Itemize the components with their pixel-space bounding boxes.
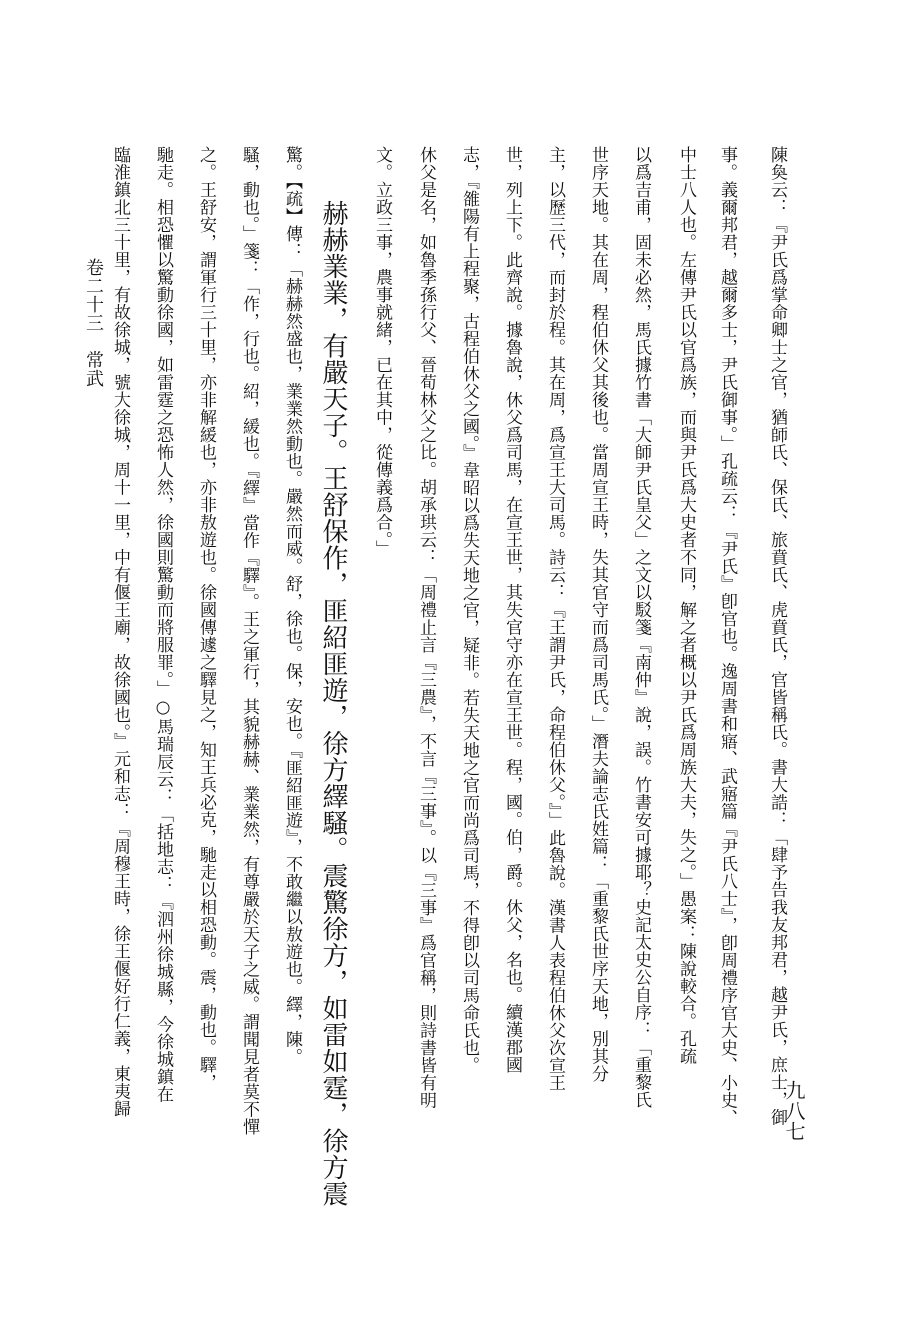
text-column: 馳走。相恐懼以驚動徐國，如雷霆之恐怖人然，徐國則驚動而將服罪。」○馬瑞辰云：「括地志：『泗州徐城縣，今徐城鎮在 [153, 146, 173, 1103]
text-column: 之。王舒安，謂軍行三十里，亦非解緩也，亦非敖遊也。徐國傳遽之驛見之，知王兵必克，馳走以相恐動。震，動也。驛， [196, 146, 216, 1091]
text-column: 事。義爾邦君，越爾多士，尹氏御事。」孔疏云：『尹氏』卽官也。逸周書和寤、武寤篇『尹氏八士』，卽周禮序官大史、小史、 [717, 146, 737, 1127]
text-column: 以爲吉甫，固未必然，馬氏據竹書「大師尹氏皇父」之文以駁箋『南仲』說，誤。竹書安可據耶？史記太史公自序：「重黎氏 [631, 146, 651, 1109]
text-column: 陳奐云：『尹氏爲掌命卿士之官，猶師氏、保氏、旅賁氏、虎賁氏，官皆稱氏。書大誥：「肆予告我友邦君，越尹氏，庶士，御 [767, 146, 787, 1126]
text-column: 世，列上下。此齊說。據魯說，休父爲司馬，在宣王世，其失官守亦在宣王世。程，國。伯，爵。休父，名也。續漢郡國 [502, 146, 522, 1074]
page-number: 九八七 [782, 1080, 806, 1142]
text-column: 臨淮鎮北三十里，有故徐城，號大徐城，周十一里，中有偃王廟，故徐國也。』元和志：『周穆王時，徐王偃好行仁義，東夷歸 [110, 146, 130, 1118]
verse-column: 赫赫業業，有嚴天子。王舒保作，匪紹匪遊，徐方繹騷。震驚徐方，如雷如霆，徐方震 [318, 200, 348, 1207]
text-column: 世序天地。其在周，程伯休父其後也。當周宣王時，失其官守而爲司馬氏。」潛夫論志氏姓篇：「重黎氏世序天地，別其分 [588, 146, 608, 1083]
text-column: 志，『雒陽有上程聚，古程伯休父之國。』韋昭以爲失天地之官，疑非。若失天地之官而尚爲司馬，不得卽以司馬命氏也。 [459, 146, 479, 1074]
text-column: 文。立政三事，農事就緒，已在其中，從傳義爲合。」 [372, 146, 392, 558]
text-column: 驚。【疏】傳：「赫赫然盛也，業業然動也。嚴然而威。舒，徐也。保，安也。『匪紹匪遊』，不敢繼以敖遊也。繹，陳。 [282, 146, 302, 1066]
text-column: 主，以歷三代，而封於程。其在周，爲宣王大司馬。詩云：『王謂尹氏，命程伯休父。』」此魯說。漢書人表程伯休父次宣王 [545, 146, 565, 1092]
text-column: 中士八人也。左傳尹氏以官爲族，而與尹氏爲大史者不同，解之者概以尹氏爲周族大夫，失之。」愚案：陳說較合。孔疏 [676, 146, 696, 1065]
text-column: 休父是名，如魯季孫行父、晉荀林父之比。胡承珙云：「周禮止言『三農』，不言『三事』。以『三事』爲官稱，則詩書皆有明 [416, 146, 436, 1109]
running-head: 卷二十三 常武 [83, 258, 104, 388]
text-column: 騷，動也。」箋：「作，行也。紹，緩也。『繹』當作『驛』。王之軍行，其貌赫赫、業業然，有尊嚴於天子之威。謂聞見者莫不憚 [239, 146, 259, 1136]
